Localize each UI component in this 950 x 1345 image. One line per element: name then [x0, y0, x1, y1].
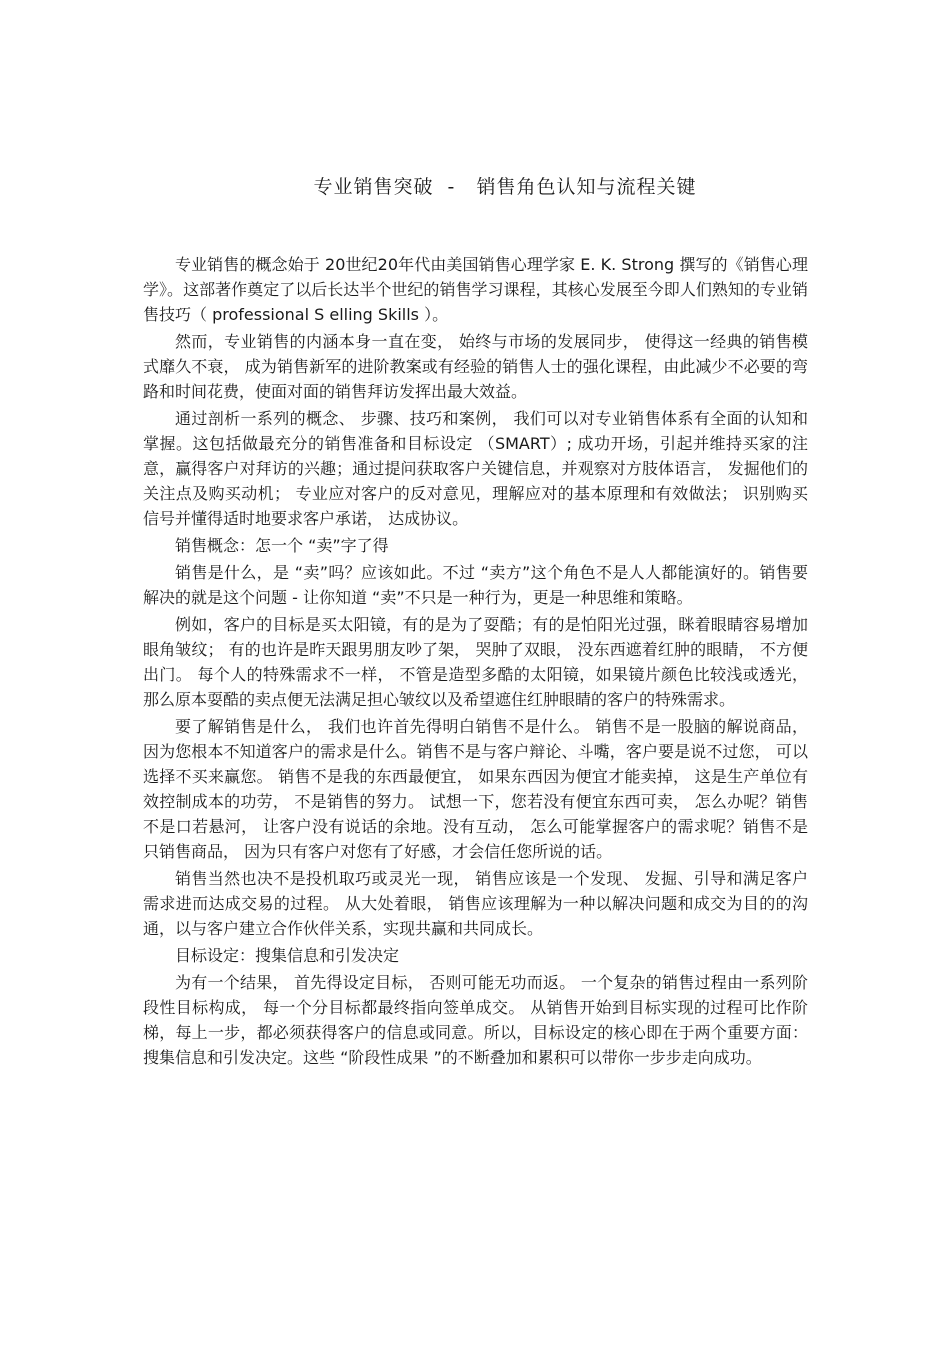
paragraph: 通过剖析一系列的概念、 步骤、技巧和案例， 我们可以对专业销售体系有全面的认知和掌握。这包括做最充分的销售准备和目标设定 （SMART）; 成功开场，引起并维持买家的注意，赢得客户对拜访的兴趣；通过提问获取客户关键信息，并观察对方肢体语言， 发掘他们的关注点及购买动机； 专业应对客户的反对意见，理解应对的基本原理和有效做法； 识别购买信号并懂得适时地要求客户承诺， 达成协议。: [143, 409, 808, 528]
section-heading: 销售概念：怎一个 “卖”字了得: [175, 536, 389, 555]
paragraph: 例如，客户的目标是买太阳镜，有的是为了耍酷；有的是怕阳光过强，眯着眼睛容易增加眼角皱纹； 有的也许是昨天跟男朋友吵了架， 哭肿了双眼， 没东西遮着红肿的眼睛， 不方便出门。 每个人的特殊需求不一样， 不管是造型多酷的太阳镜，如果镜片颜色比较浅或透光， 那么原本耍酷的卖点便无法满足担心皱纹以及希望遮住红肿眼睛的客户的特殊需求。: [143, 615, 808, 709]
paragraph: 销售是什么，是 “卖”吗？应该如此。不过 “卖方”这个角色不是人人都能演好的。销售要解决的就是这个问题 - 让你知道 “卖”不只是一种行为，更是一种思维和策略。: [143, 563, 808, 607]
section-heading: 目标设定：搜集信息和引发决定: [175, 946, 400, 965]
paragraph: 专业销售的概念始于 20世纪20年代由美国销售心理学家 E. K. Strong 撰写的《销售心理学》。这部著作奠定了以后长达半个世纪的销售学习课程，其核心发展至今即人们熟知的专业销售技巧（ professional S elling Skills ）。: [143, 255, 808, 324]
document-title: 专业销售突破 - 销售角色认知与流程关键: [313, 176, 697, 198]
document-body: [143, 252, 808, 1072]
paragraph: 要了解销售是什么， 我们也许首先得明白销售不是什么。 销售不是一股脑的解说商品，因为您根本不知道客户的需求是什么。销售不是与客户辩论、斗嘴，客户要是说不过您， 可以选择不买来赢您。 销售不是我的东西最便宜， 如果东西因为便宜才能卖掉， 这是生产单位有效控制成本的功劳， 不是销售的努力。 试想一下，您若没有便宜东西可卖， 怎么办呢？销售不是口若悬河， 让客户没有说话的余地。没有互动， 怎么可能掌握客户的需求呢？销售不是只销售商品， 因为只有客户对您有了好感，才会信任您所说的话。: [143, 717, 808, 861]
paragraph: 销售当然也决不是投机取巧或灵光一现， 销售应该是一个发现、 发掘、引导和满足客户需求进而达成交易的过程。 从大处着眼， 销售应该理解为一种以解决问题和成交为目的的沟通，以与客户建立合作伙伴关系，实现共赢和共同成长。: [143, 869, 808, 938]
paragraph: 为有一个结果， 首先得设定目标， 否则可能无功而返。 一个复杂的销售过程由一系列阶段性目标构成， 每一个分目标都最终指向签单成交。 从销售开始到目标实现的过程可比作阶梯，每上一步，都必须获得客户的信息或同意。所以，目标设定的核心即在于两个重要方面：搜集信息和引发决定。这些 “阶段性成果 ”的不断叠加和累积可以带你一步步走向成功。: [143, 973, 808, 1067]
paragraph: 然而，专业销售的内涵本身一直在变， 始终与市场的发展同步， 使得这一经典的销售模式靡久不衰， 成为销售新军的进阶教案或有经验的销售人士的强化课程，由此减少不必要的弯路和时间花费，使面对面的销售拜访发挥出最大效益。: [143, 332, 808, 401]
